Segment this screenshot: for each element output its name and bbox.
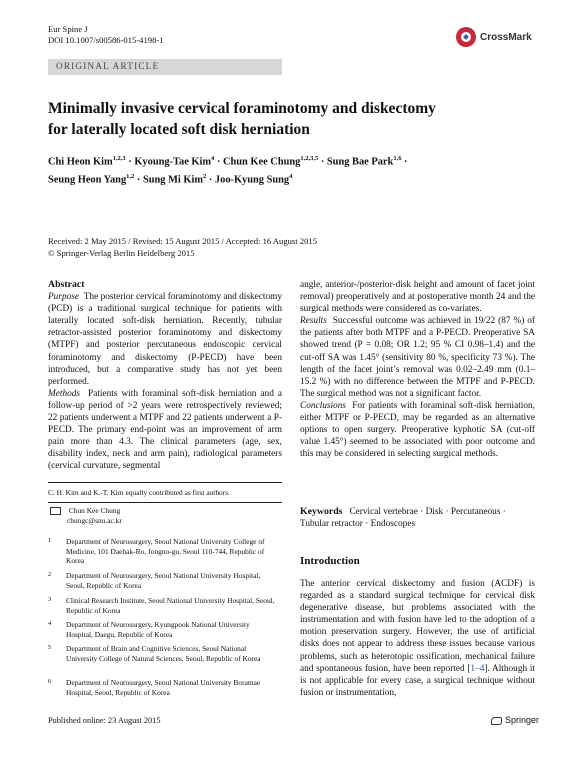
corresponding-author: Chun Kee Chung <box>68 506 121 515</box>
purpose-text: The posterior cervical foraminotomy and diskectomy (PCD) is a traditional surgical technique for patients with laterally located soft-disk herniation. Recently, tubular retractor-assisted posterior foraminotomy and diskectomy (MTPF) and posterior percutaneous endoscopic cervical foraminotomy and diskectomy (P-PECD) have been introduced, but a comparative study has not yet been performed. <box>48 292 282 387</box>
affiliation-number: 6 <box>48 678 52 685</box>
affiliation-text: Department of Neurosurgery, Seoul National University Hospital, Seoul, Republic of Korea <box>66 571 261 590</box>
author-affiliation-marker: 1,6 <box>393 155 402 162</box>
methods-text: Patients with foraminal soft-disk herniation and a follow-up period of >2 years were retrospectively reviewed; 22 patients underwent a MTPF and 22 patients underwent a P-PECD. The primary end-point was an improvement of arm pain more than 4.3. The clinical parameters (age, sex, disability index, neck and arm pain), radiological parameters (cervical curvature, segmental <box>48 388 282 472</box>
affiliation-1 <box>48 537 282 565</box>
affiliation-number: 2 <box>48 571 52 578</box>
title-line-1: Minimally invasive cervical foraminotomy and diskectomy <box>48 100 436 117</box>
author-separator: · <box>134 174 143 186</box>
affiliation-text: Clinical Research Institute, Seoul National University Hospital, Seoul, Republic of Korea <box>66 596 275 615</box>
affiliation-number: 5 <box>48 644 52 651</box>
title-line-2: for laterally located soft disk herniation <box>48 121 310 138</box>
affiliation-2 <box>48 571 282 591</box>
article-type-banner <box>48 59 282 75</box>
affiliation-text: Department of Neurosurgery, Kyungpook National University Hospital, Daegu, Republic of Korea <box>66 620 250 639</box>
article-dates <box>48 236 538 259</box>
introduction-text: The anterior cervical diskectomy and fusion (ACDF) is regarded as a standard surgical technique for cervical disk degenerative disease, but problems associated with the instrumentation and with fusion have led to the adoption of a motion preservation surgery. However, the use of artificial disks does not appear to address these issues because various problems, such as heterotopic ossification, mechanical failure and spontaneous fusion, have been reported [ <box>300 579 535 674</box>
publisher-logo <box>490 715 539 725</box>
author-list <box>48 151 538 188</box>
author-name: Kyoung-Tae Kim <box>134 156 212 168</box>
crossmark-badge[interactable] <box>456 25 536 49</box>
abstract-section <box>48 279 282 473</box>
correspondence-block <box>48 506 282 525</box>
keywords-text: Cervical vertebrae · Disk · Percutaneous · Tubular retractor · Endoscopes <box>300 507 506 530</box>
results-label: Results <box>300 316 327 327</box>
affiliation-text: Department of Brain and Cognitive Sciences, Seoul National University College of Natural Sciences, Seoul, Republic of Korea <box>66 644 261 663</box>
abstract-results <box>300 315 535 400</box>
corresponding-email[interactable]: chungc@snu.ac.kr <box>67 515 122 525</box>
envelope-icon <box>50 507 61 515</box>
author-separator: · <box>125 156 135 168</box>
crossmark-label: CrossMark <box>480 31 532 43</box>
abstract-methods <box>48 388 282 473</box>
author-name: Chi Heon Kim <box>48 156 113 168</box>
author-name: Sung Bae Park <box>326 156 394 168</box>
author-name: Seung Heon Yang <box>48 174 127 186</box>
author-affiliation-marker: 1,2,3,5 <box>300 155 319 162</box>
abstract-purpose <box>48 291 282 388</box>
footnote-divider <box>48 482 282 483</box>
journal-header <box>48 24 164 46</box>
paper-title <box>48 98 538 140</box>
affiliation-number: 1 <box>48 537 52 544</box>
affiliation-text: Department of Neurosurgery, Seoul National University Boramae Hospital, Seoul, Republic of Korea <box>66 678 261 697</box>
correspondence-divider <box>48 502 282 503</box>
copyright-line: © Springer-Verlag Berlin Heidelberg 2015 <box>48 247 195 258</box>
author-affiliation-marker: 4 <box>289 173 293 181</box>
author-separator: · <box>401 156 408 168</box>
keywords-block <box>300 506 535 530</box>
abstract-continued <box>300 279 535 460</box>
keywords-label: Keywords <box>300 506 343 517</box>
conclusions-label: Conclusions <box>300 400 346 411</box>
author-affiliation-marker: 1,2 <box>126 173 135 181</box>
author-affiliation-marker: 1,2,3 <box>112 155 126 162</box>
article-type-label: ORIGINAL ARTICLE <box>56 61 160 71</box>
affiliation-5 <box>48 644 282 674</box>
purpose-label: Purpose <box>48 292 79 303</box>
introduction-heading: Introduction <box>300 555 360 567</box>
author-line-2 <box>48 169 538 187</box>
journal-name: Eur Spine J <box>48 24 88 34</box>
author-separator: · <box>214 156 223 168</box>
conclusions-text: For patients with foraminal soft-disk herniation, either MTPF or P-PECD, may be regarded as an alternative options to open surgery. Preoperative kyphotic SA (cut-off value 1.45°) seemed to be associated with poor outcome and this may be considered in selecting surgical methods. <box>300 400 535 460</box>
published-date: Published online: 23 August 2015 <box>48 716 161 725</box>
results-text: Successful outcome was achieved in 19/22 (87 %) of the patients after both MTPF and a P-PECD. Preoperative SA showed trend (P = 0.08; OR 1.2; 95 % CI 0.98–1.4) and the cut-off SA was 1.45° (sensitivity 80 %, specificity 73 %). The length of the facet joint’s removal was 0.02–2.49 mm (0.1–15.2 %) with no difference between the MTPF and P-PECD. The surgical method was not a significant factor. <box>300 316 535 399</box>
crossmark-icon <box>456 27 476 47</box>
methods-continued: angle, anterior-/posterior-disk height and amount of facet joint removal) preoperatively and at postoperative month 24 and the surgical methods were considered as co-variates. <box>300 280 535 315</box>
affiliation-6 <box>48 678 282 698</box>
publisher-name: Springer <box>505 715 540 725</box>
introduction-text-continued: ]. Although it is not applicable for every case, a surgical technique without fusion or instrumentation, <box>300 663 535 698</box>
author-name: Joo-Kyung Sung <box>214 174 290 186</box>
abstract-heading: Abstract <box>48 279 85 290</box>
author-affiliation-marker: 4 <box>211 155 215 162</box>
methods-label: Methods <box>48 388 81 399</box>
received-dates: Received: 2 May 2015 / Revised: 15 August 2015 / Accepted: 16 August 2015 <box>48 236 318 246</box>
equal-contribution-note: C. H. Kim and K.-T. Kim equally contributed as first authors. <box>48 488 230 497</box>
author-name: Chun Kee Chung <box>222 156 301 168</box>
author-name: Sung Mi Kim <box>142 174 203 186</box>
introduction-body <box>300 578 535 699</box>
affiliation-text: Department of Neurosurgery, Seoul National University College of Medicine, 101 Daehak-Ro, Jongno-gu, Seoul 110-744, Republic of Korea <box>66 537 265 565</box>
author-affiliation-marker: 2 <box>203 173 207 181</box>
author-separator: · <box>318 156 327 168</box>
author-line-1 <box>48 151 538 169</box>
affiliation-number: 3 <box>48 596 52 603</box>
affiliation-4 <box>48 620 282 640</box>
affiliation-number: 4 <box>48 620 52 627</box>
affiliation-3 <box>48 596 282 616</box>
author-separator: · <box>206 174 215 186</box>
abstract-conclusions <box>300 400 535 460</box>
doi[interactable]: DOI 10.1007/s00586-015-4198-1 <box>48 35 164 45</box>
springer-horse-icon <box>490 715 502 725</box>
reference-link[interactable]: 1–4 <box>470 663 485 674</box>
